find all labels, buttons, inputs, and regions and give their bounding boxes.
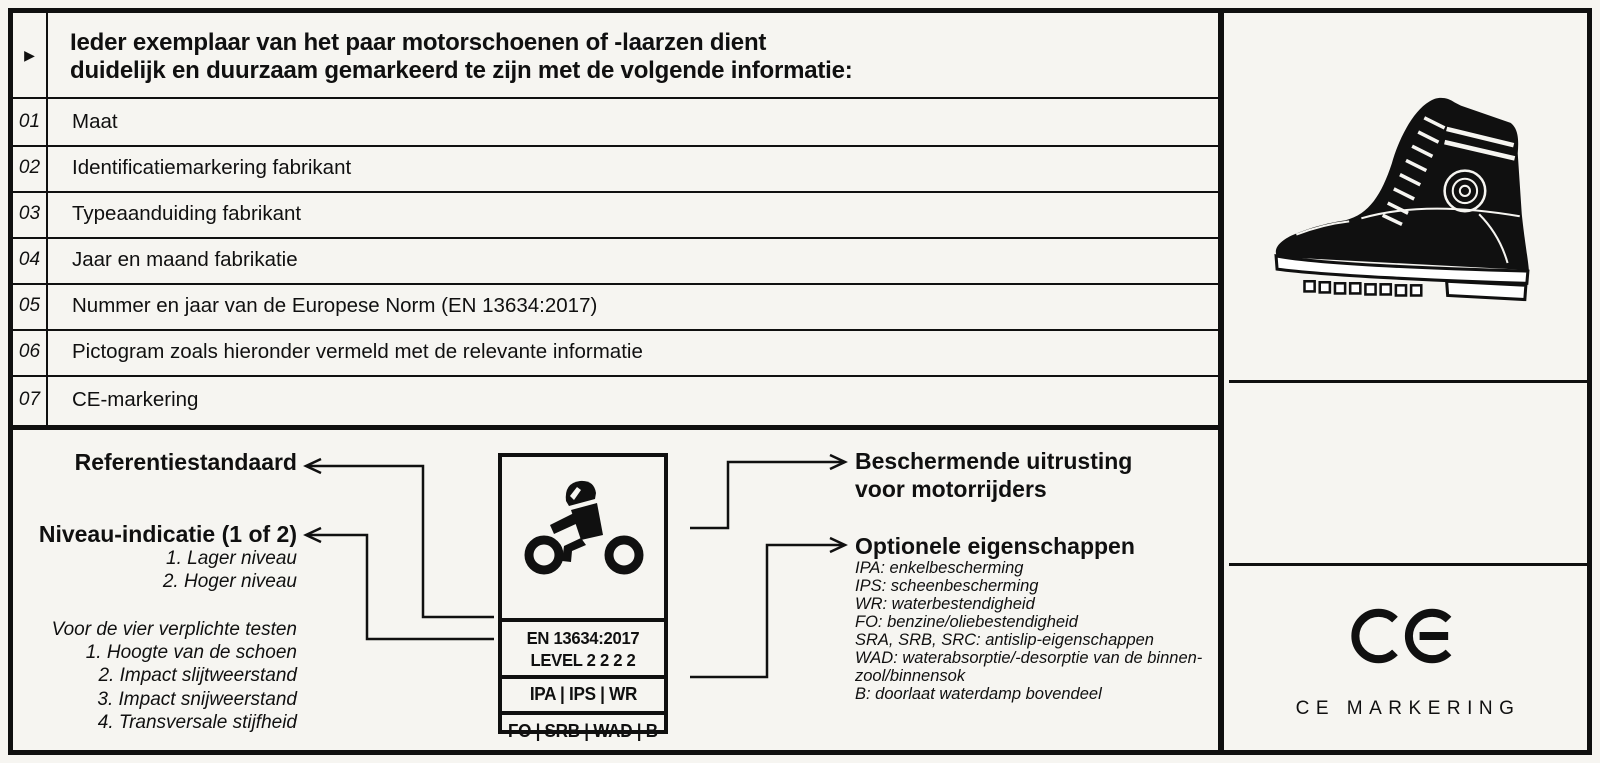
table-row: Pictogram zoals hieronder vermeld met de relevante informatie <box>72 340 643 363</box>
optional-property: IPS: scheenbescherming <box>855 577 1039 595</box>
ce-letter-c <box>1355 613 1395 659</box>
connector-level-indication <box>307 535 494 639</box>
side-panel-divider <box>1229 380 1587 383</box>
table-row: Typeaanduiding fabrikant <box>72 202 302 225</box>
table-row: CE-markering <box>72 388 199 411</box>
protective-equipment-line1: Beschermende uitrusting <box>855 448 1133 474</box>
tests-intro: Voor de vier verplichte testen <box>51 619 297 640</box>
row-number: 05 <box>18 295 41 316</box>
optional-property: FO: benzine/oliebestendigheid <box>855 613 1078 631</box>
table-row: Nummer en jaar van de Europese Norm (EN 13634:2017) <box>72 294 598 317</box>
optional-property: WR: waterbestendigheid <box>855 595 1035 613</box>
row-number: 07 <box>18 389 41 410</box>
header-marker-icon: ▶ <box>24 47 35 63</box>
boot-heel <box>1447 281 1526 299</box>
test-item: 4. Transversale stijfheid <box>97 711 297 733</box>
table-row: Jaar en maand fabrikatie <box>72 248 298 271</box>
side-panel-divider <box>1229 563 1587 566</box>
ce-caption: CE MARKERING <box>1295 698 1521 719</box>
table-row: Identificatiemarkering fabrikant <box>72 156 352 179</box>
optional-property: SRA, SRB, SRC: antislip-eigenschappen <box>855 631 1154 649</box>
optional-property: B: doorlaat waterdamp bovendeel <box>855 685 1102 703</box>
connector-reference-standard <box>307 466 494 617</box>
optional-codes-row1-text: IPA | IPS | WR <box>529 684 637 704</box>
table-row: Maat <box>72 110 118 133</box>
reference-standard-label: Referentiestandaard <box>74 449 297 475</box>
protective-equipment-line2: voor motorrijders <box>855 475 1047 502</box>
optional-property: zool/binnensok <box>855 667 966 685</box>
test-item: 2. Impact slijtweerstand <box>98 665 297 687</box>
connector-optional-properties <box>690 545 844 677</box>
connector-protective-equipment <box>690 462 844 528</box>
motorcycle-boot-illustration <box>1272 92 1536 304</box>
level-indication-label: Niveau-indicatie (1 of 2) <box>38 521 297 547</box>
test-item: 1. Hoogte van de schoen <box>85 642 297 664</box>
sole-cleats <box>1304 281 1421 295</box>
standard-levels: LEVEL 2 2 2 2 <box>530 649 636 670</box>
level-item: 2. Hoger niveau <box>162 571 297 593</box>
test-item: 3. Impact snijweerstand <box>97 688 297 710</box>
optional-property: IPA: enkelbescherming <box>855 559 1024 577</box>
row-number: 04 <box>18 249 41 270</box>
row-number: 02 <box>18 157 41 178</box>
row-number: 03 <box>18 203 41 224</box>
optional-property: WAD: waterabsorptie/-desorptie van de binnen- <box>855 649 1203 667</box>
optional-properties-label: Optionele eigenschappen <box>855 533 1135 559</box>
row-number: 06 <box>18 341 41 362</box>
ce-logo <box>1350 606 1466 666</box>
row-number: 01 <box>18 111 41 132</box>
table-header-line1: Ieder exemplaar van het paar motorschoenen of -laarzen dient <box>70 29 767 56</box>
table-header-line2: duidelijk en duurzaam gemarkeerd te zijn met de volgende informatie: <box>70 56 853 84</box>
boot-upper <box>1276 98 1529 270</box>
level-item: 1. Lager niveau <box>166 548 297 569</box>
optional-codes-row2-text: FO | SRB | WAD | B <box>508 721 658 741</box>
standard-number: EN 13634:2017 <box>526 628 640 648</box>
